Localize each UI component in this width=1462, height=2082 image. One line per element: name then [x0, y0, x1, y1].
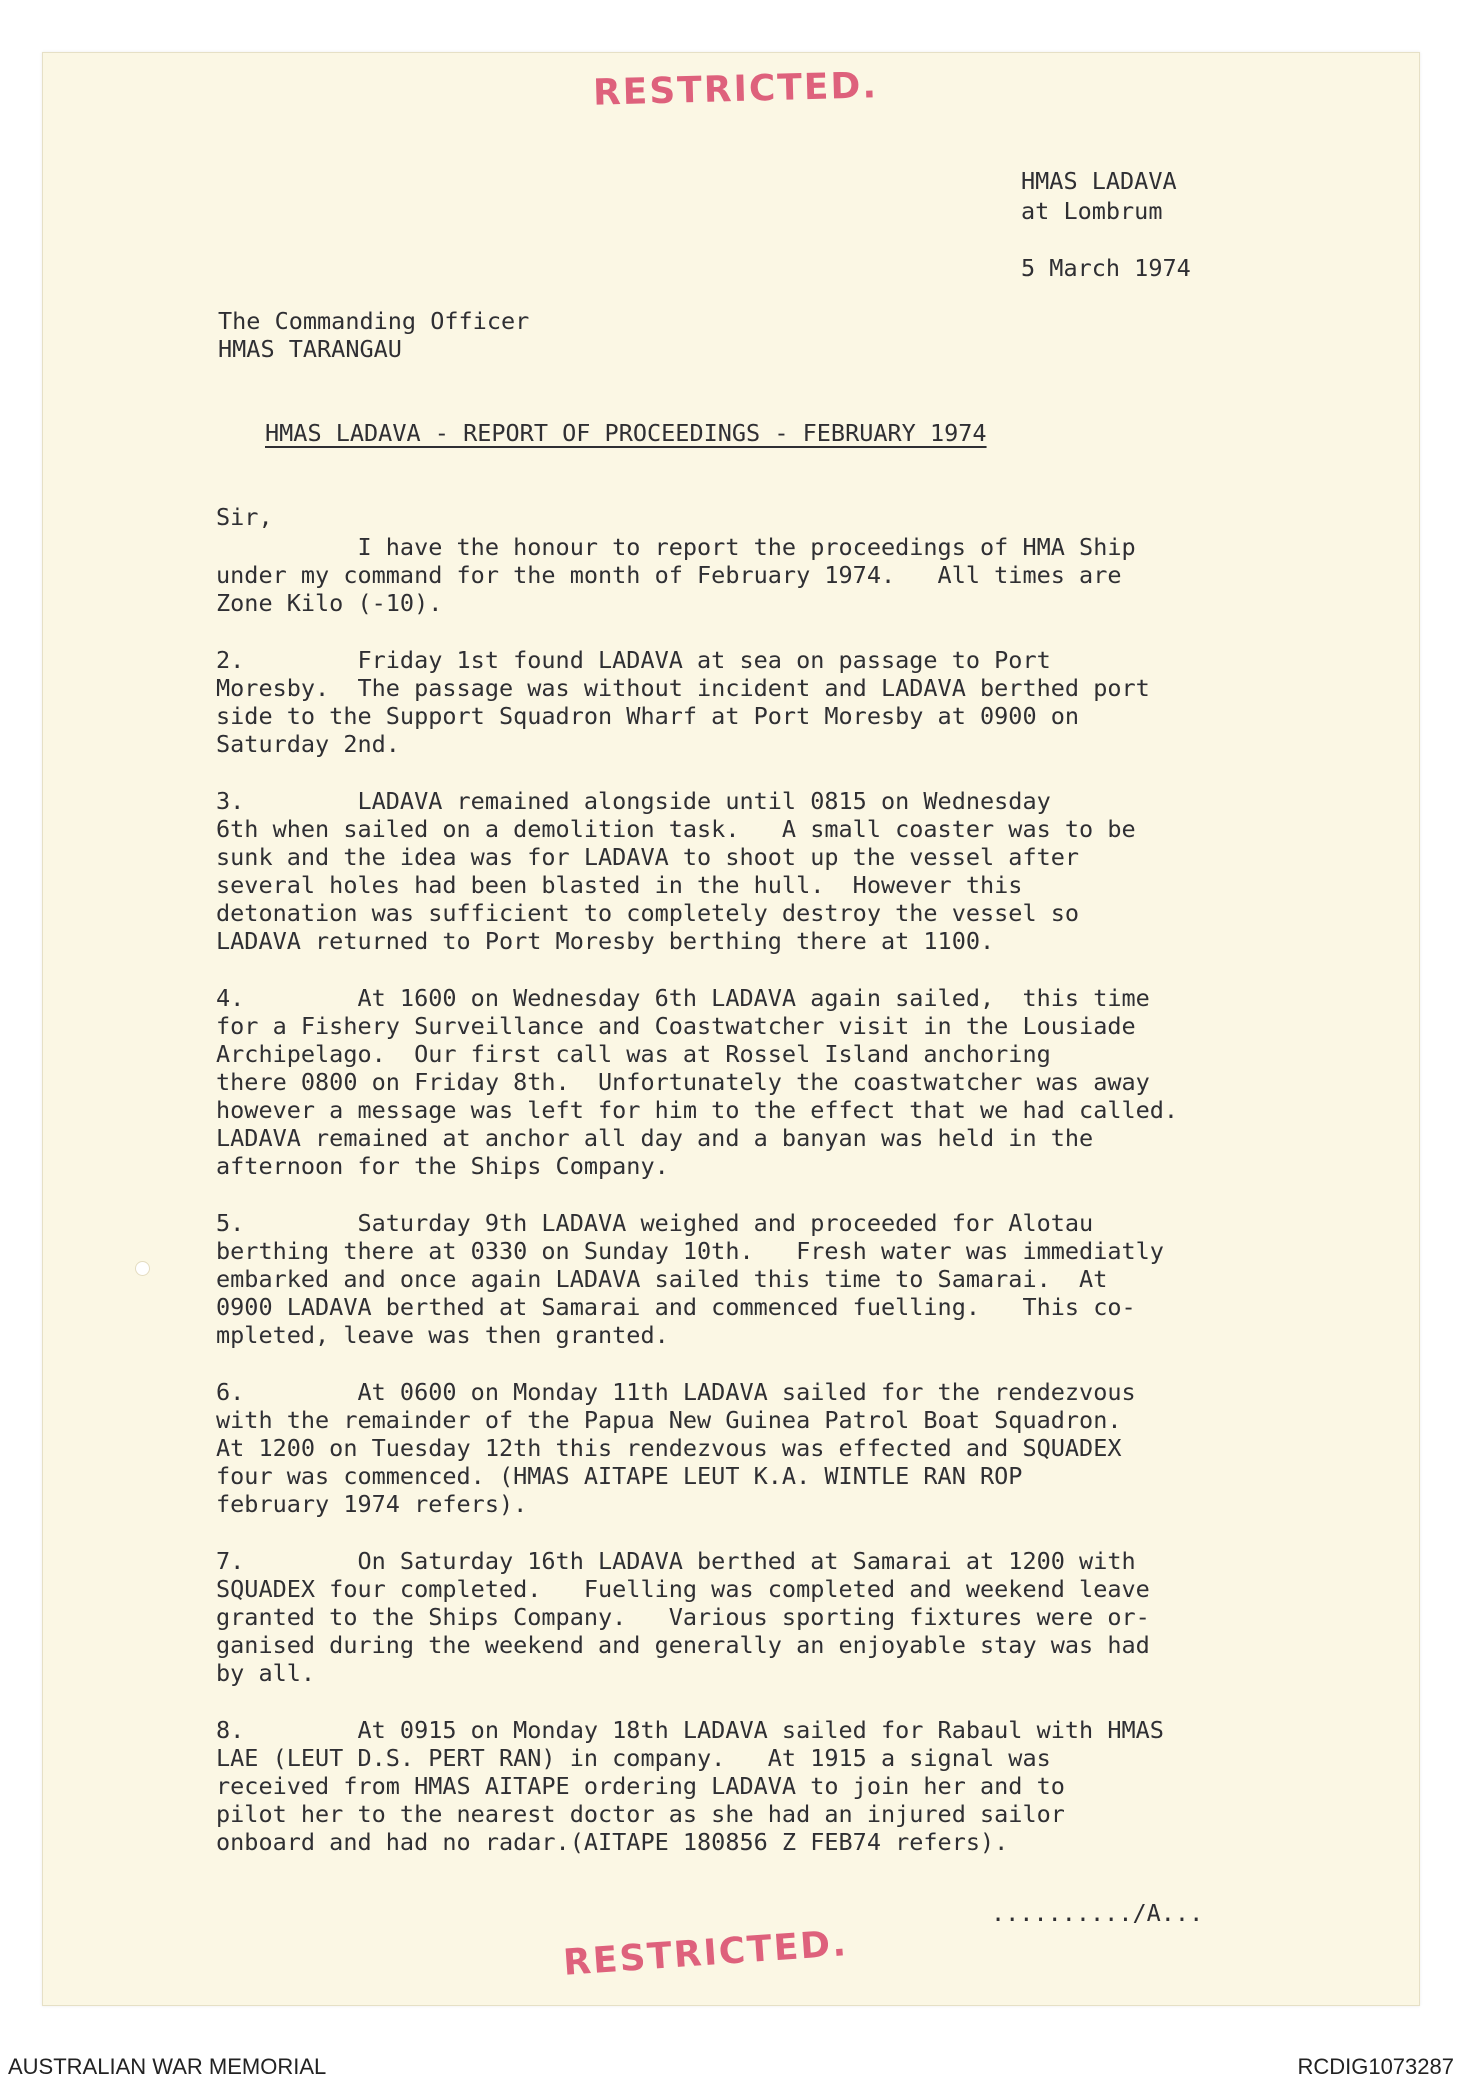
text-line: 6. At 0600 on Monday 11th LADAVA sailed for the rendezvous [216, 1378, 1136, 1406]
text-line: embarked and once again LADAVA sailed this time to Samarai. At [216, 1265, 1108, 1293]
addressee-line-2: HMAS TARANGAU [218, 335, 402, 363]
text-line: Zone Kilo (-10). [216, 589, 443, 617]
text-line: sunk and the idea was for LADAVA to shoot up the vessel after [216, 843, 1080, 871]
archive-source-label: AUSTRALIAN WAR MEMORIAL [8, 2054, 327, 2079]
letter-date: 5 March 1974 [1021, 254, 1191, 282]
text-line: berthing there at 0330 on Sunday 10th. Fresh water was immediatly [216, 1237, 1164, 1265]
sender-ship: HMAS LADAVA [1021, 167, 1177, 195]
text-line: under my command for the month of February 1974. All times are [216, 561, 1122, 589]
text-line: 2. Friday 1st found LADAVA at sea on passage to Port [216, 646, 1051, 674]
text-line: however a message was left for him to the effect that we had called. [216, 1096, 1179, 1124]
text-line: 0900 LADAVA berthed at Samarai and commenced fuelling. This co- [216, 1293, 1136, 1321]
punch-hole-icon [135, 1261, 150, 1276]
paragraph-7 [216, 1547, 1386, 1687]
text-line: I have the honour to report the proceedings of HMA Ship [216, 533, 1136, 561]
text-line: february 1974 refers). [216, 1490, 528, 1518]
text-line: afternoon for the Ships Company. [216, 1152, 669, 1180]
document-page [42, 52, 1420, 2006]
text-line: 5. Saturday 9th LADAVA weighed and proceeded for Alotau [216, 1209, 1094, 1237]
text-line: mpleted, leave was then granted. [216, 1321, 669, 1349]
salutation: Sir, [216, 503, 273, 531]
text-line: granted to the Ships Company. Various sporting fixtures were or- [216, 1603, 1150, 1631]
paragraph-2 [216, 646, 1386, 758]
sender-location: at Lombrum [1021, 197, 1163, 225]
text-line: with the remainder of the Papua New Guinea Patrol Boat Squadron. [216, 1406, 1122, 1434]
text-line: for a Fishery Surveillance and Coastwatcher visit in the Lousiade [216, 1012, 1136, 1040]
text-line: 6th when sailed on a demolition task. A small coaster was to be [216, 815, 1136, 843]
text-line: SQUADEX four completed. Fuelling was completed and weekend leave [216, 1575, 1150, 1603]
text-line: Moresby. The passage was without incident and LADAVA berthed port [216, 674, 1150, 702]
paragraph-6 [216, 1378, 1386, 1518]
paragraph-4 [216, 984, 1386, 1180]
paragraph-1 [216, 533, 1386, 617]
text-line: ganised during the weekend and generally an enjoyable stay was had [216, 1631, 1150, 1659]
continuation-marker: ........../A... [991, 1899, 1204, 1927]
text-line: received from HMAS AITAPE ordering LADAVA to join her and to [216, 1772, 1065, 1800]
addressee-line-1: The Commanding Officer [218, 307, 530, 335]
text-line: there 0800 on Friday 8th. Unfortunately the coastwatcher was away [216, 1068, 1150, 1096]
text-line: LADAVA returned to Port Moresby berthing there at 1100. [216, 927, 995, 955]
restricted-stamp-top: RESTRICTED. [592, 65, 879, 114]
archive-record-id: RCDIG1073287 [1297, 2054, 1454, 2079]
text-line: 3. LADAVA remained alongside until 0815 on Wednesday [216, 787, 1051, 815]
text-line: LADAVA remained at anchor all day and a banyan was held in the [216, 1124, 1094, 1152]
text-line: 7. On Saturday 16th LADAVA berthed at Samarai at 1200 with [216, 1547, 1136, 1575]
text-line: Saturday 2nd. [216, 730, 400, 758]
letter-body [216, 503, 1386, 1885]
text-line: four was commenced. (HMAS AITAPE LEUT K.A. WINTLE RAN ROP [216, 1462, 1023, 1490]
text-line: several holes had been blasted in the hull. However this [216, 871, 1023, 899]
paragraph-3 [216, 787, 1386, 955]
text-line: pilot her to the nearest doctor as she had an injured sailor [216, 1800, 1065, 1828]
text-line: detonation was sufficient to completely destroy the vessel so [216, 899, 1080, 927]
text-line: At 1200 on Tuesday 12th this rendezvous was effected and SQUADEX [216, 1434, 1122, 1462]
text-line: 8. At 0915 on Monday 18th LADAVA sailed for Rabaul with HMAS [216, 1716, 1164, 1744]
paragraph-5 [216, 1209, 1386, 1349]
addressee-block [218, 307, 529, 363]
restricted-stamp-bottom: RESTRICTED. [561, 1923, 850, 1984]
paragraph-8 [216, 1716, 1386, 1856]
text-line: onboard and had no radar.(AITAPE 180856 Z FEB74 refers). [216, 1828, 1009, 1856]
text-line: side to the Support Squadron Wharf at Port Moresby at 0900 on [216, 702, 1080, 730]
report-subject: HMAS LADAVA - REPORT OF PROCEEDINGS - FEBRUARY 1974 [265, 419, 987, 447]
text-line: Archipelago. Our first call was at Rossel Island anchoring [216, 1040, 1051, 1068]
text-line: by all. [216, 1659, 316, 1687]
sender-block [1021, 166, 1191, 283]
text-line: 4. At 1600 on Wednesday 6th LADAVA again sailed, this time [216, 984, 1150, 1012]
text-line: LAE (LEUT D.S. PERT RAN) in company. At 1915 a signal was [216, 1744, 1051, 1772]
